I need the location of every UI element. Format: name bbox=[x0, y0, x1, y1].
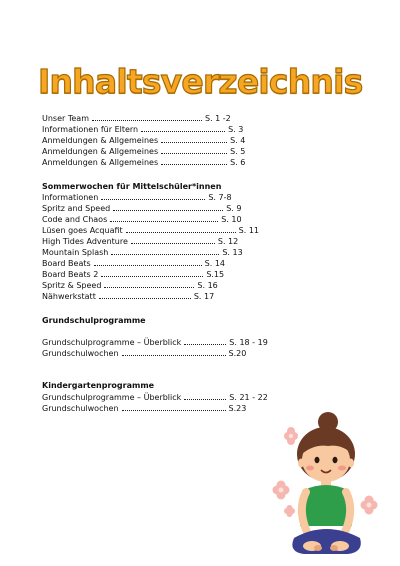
toc-entry: Lüsen goes Acquafit S. 11 bbox=[42, 226, 259, 235]
toc-entry: Grundschulprogramme – Überblick S. 18 - 19 bbox=[42, 338, 268, 347]
flower-icon bbox=[273, 481, 290, 500]
flower-icon bbox=[284, 427, 298, 445]
toc-entry: Anmeldungen & Allgemeines S. 5 bbox=[42, 147, 246, 156]
section-heading-kindergarten: Kindergartenprogramme bbox=[42, 381, 155, 390]
section-heading-grundschul: Grundschulprogramme bbox=[42, 316, 146, 325]
flower-icon bbox=[361, 496, 378, 515]
toc-entry: Code and Chaos S. 10 bbox=[42, 215, 242, 224]
girl-sitting-illustration bbox=[268, 408, 386, 566]
flower-icon bbox=[284, 505, 295, 517]
toc-entry: Unser Team S. 1 -2 bbox=[42, 114, 231, 123]
toc-entry: Anmeldungen & Allgemeines S. 4 bbox=[42, 136, 246, 145]
toc-entry: Mountain Splash S. 13 bbox=[42, 248, 243, 257]
toc-entry: Board Beats S. 14 bbox=[42, 259, 226, 268]
section-heading-mittelschueler: Sommerwochen für Mittelschüler*innen bbox=[42, 182, 222, 191]
toc-entry: Informationen für Eltern S. 3 bbox=[42, 125, 244, 134]
toc-entry: Board Beats 2 S.15 bbox=[42, 270, 225, 279]
toc-entry: Spritz & Speed S. 16 bbox=[42, 281, 218, 290]
toc-entry: Nähwerkstatt S. 17 bbox=[42, 292, 215, 301]
toc-entry: Anmeldungen & Allgemeines S. 6 bbox=[42, 158, 246, 167]
toc-entry: High Tides Adventure S. 12 bbox=[42, 237, 239, 246]
toc-entry: Grundschulwochen S.20 bbox=[42, 349, 247, 358]
page-title: Inhaltsverzeichnis bbox=[38, 62, 363, 101]
toc-entry: Spritz and Speed S. 9 bbox=[42, 204, 242, 213]
toc-entry: Grundschulwochen S.23 bbox=[42, 404, 247, 413]
toc-entry: Grundschulprogramme – Überblick S. 21 - 22 bbox=[42, 393, 268, 402]
toc-entry: Informationen S. 7-8 bbox=[42, 193, 232, 202]
